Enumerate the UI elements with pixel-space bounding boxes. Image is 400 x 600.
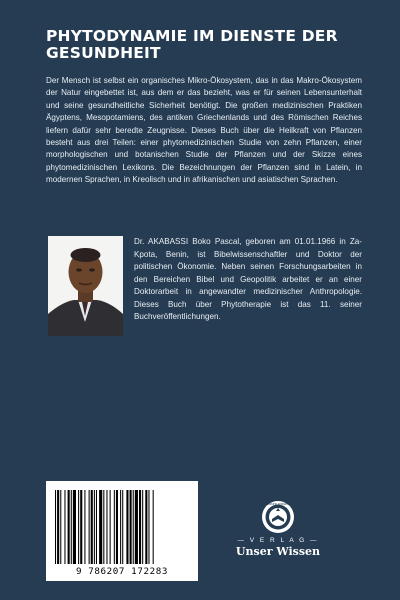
publisher-mark — [228, 500, 328, 570]
publisher-verlag-label: — V E R L A G — — [237, 537, 319, 544]
isbn-barcode — [46, 481, 198, 581]
book-description: Der Mensch ist selbst ein organisches Mikro-Ökosystem, das in das Makro-Ökosystem der Natur eingebettet ist, aus dem er das bezieht, was er für seinen Lebensunterhalt und seine gesundheitliche Sicherheit benötigt. Die großen medizinischen Praktiken Ägyptens, Mesopotamiens, des antiken Griechenlands und des Römischen Reiches liefern dafür sehr beredte Zeugnisse. Dieses Buch über die Heilkraft von Pflanzen besteht aus drei Teilen: einer phytomedizinischen Studie von zehn Pflanzen, einer morphologischen und botanischen Studie der Pflanzen und der Skizze eines phytomedizinischen Lexikons. Die Bezeichnungen der Pflanzen sind in Latein, in modernen Sprachen, in Kreolisch und in afrikanischen und asiatischen Sprachen. — [46, 76, 362, 185]
publisher-logo-lettering: UNSER WISSEN — [266, 502, 290, 507]
book-title: PHYTODYNAMIE IM DIENSTE DER GESUNDHEIT — [46, 27, 338, 62]
publisher-name: Unser Wissen — [235, 545, 321, 558]
isbn-number: 9 786207 172283 — [76, 566, 168, 577]
barcode-bars — [53, 490, 191, 564]
author-photo — [48, 236, 123, 336]
publisher-logo-icon — [261, 500, 295, 534]
author-biography: Dr. AKABASSI Boko Pascal, geboren am 01.01.1966 in Za-Kpota, Benin, ist Bibelwissenschaftler und Doktor der politischen Ökonomie. Neben seinen Forschungsarbeiten in den Bereichen Bibel und Geopolitik arbeitet er an einer Doktorarbeit in angewandter medizinischer Anthropologie. Dieses Buch über Phytotherapie ist das 11. seiner Buchveröffentlichungen. — [134, 237, 362, 321]
